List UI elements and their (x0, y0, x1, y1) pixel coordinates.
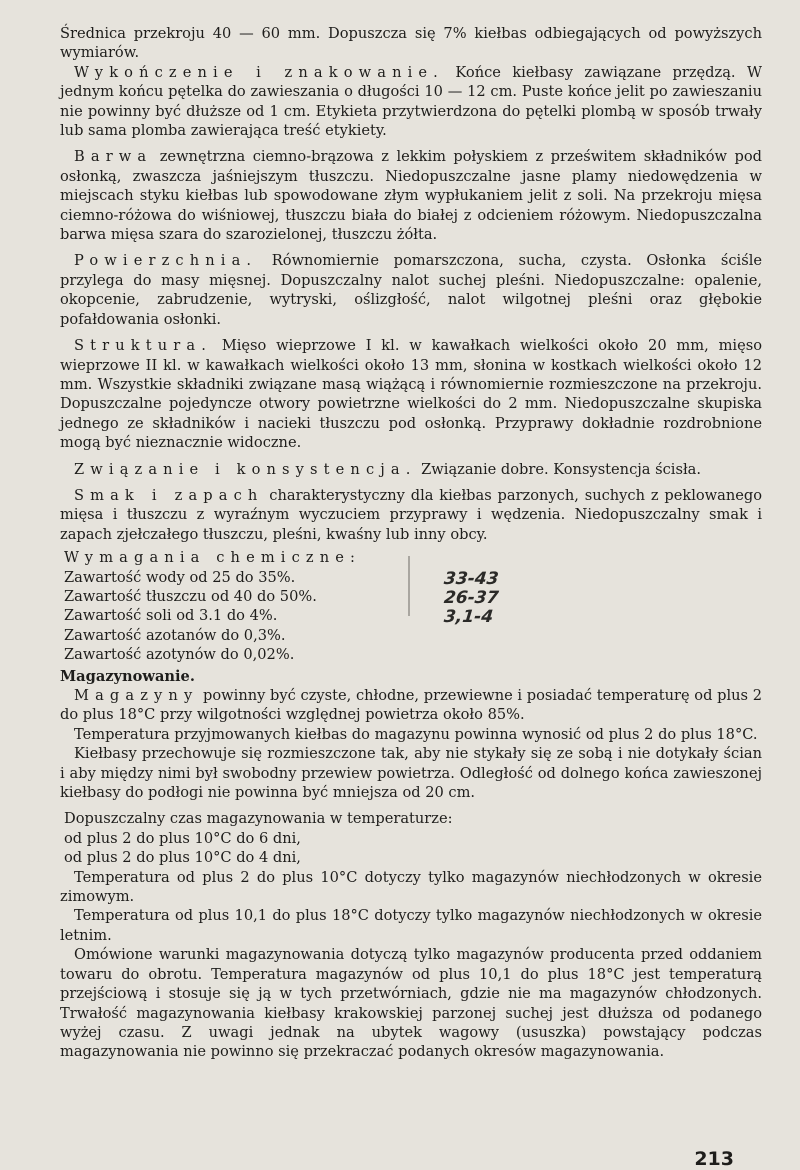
section-heading-surface: Powierzchnia. (74, 252, 258, 270)
paragraph-diameter: Średnica przekroju 40 — 60 mm. Dopuszcza się 7% kiełbas odbiegających od powyższych wymiarów. (60, 25, 762, 62)
section-heading-binding: Związanie i konsystencja. (74, 460, 417, 478)
paragraph-color: Barwa zewnętrzna ciemno-brązowa z lekkim połyskiem z prześwitem składników pod osłonką, zwaszcza jaśniejszym tłuszczu. Niedopuszczalne jasne plamy niedowędzenia w miejscach styku kiełbas lub spowodowane złym wypłukaniem jelit z soli. Na przekroju mięsa ciemno-różowa do wiśniowej, tłuszczu biała do białej z odcieniem różowym. Niedopuszczalna barwa mięsa szara do szarozielonej, tłuszczu żółta. (60, 148, 762, 244)
page-number: 213 (694, 1148, 734, 1170)
section-heading-warehouses: Magazyny (74, 687, 199, 704)
paragraph-winter-note: Temperatura od plus 2 do plus 10°C dotyczy tylko magazynów niechłodzonych w okresie zimowym. (60, 868, 762, 906)
section-title-storage: Magazynowanie. (60, 667, 195, 685)
handwritten-note-salt: 3,1-4 (443, 607, 495, 628)
paragraph-arrangement: Kiełbasy przechowuje się rozmieszczone tak, aby nie stykały się ze sobą i nie dotykały ścian i aby między nimi był swobodny przewiew powietrza. Odległość od dolnego końca zawieszonej kiełbasy do podłogi nie powinna być mniejsza od 20 cm. (60, 745, 762, 802)
chemical-item-nitrates: Zawartość azotanów do 0,3%. (64, 626, 286, 644)
chemical-item-water: Zawartość wody od 25 do 35%. (64, 568, 296, 586)
chemical-item-salt: Zawartość soli od 3.1 do 4%. (64, 607, 278, 625)
handwritten-note-water: 33-43 (443, 569, 500, 590)
storage-time-intro: Dopuszczalny czas magazynowania w temperaturze: (64, 810, 453, 828)
storage-time-item: od plus 2 do plus 10°C do 4 dni, (64, 849, 301, 867)
section-heading-finishing: Wykończenie i znakowanie. (74, 63, 444, 81)
pencil-mark (408, 556, 410, 616)
paragraph-intake-temperature: Temperatura przyjmowanych kiełbas do magazynu powinna wynosić od plus 2 do plus 18°C. (74, 725, 758, 743)
section-heading-color: Barwa (74, 148, 153, 166)
paragraph-finishing: Wykończenie i znakowanie. Końce kiełbasy zawiązane przędzą. W jednym końcu pętelka do zawieszania o długości 10 — 12 cm. Puste końce jelit po zawieszaniu nie powinny być dłuższe od 1 cm. Etykieta przytwierdzona do pętelki plombą w sposób trwały lub sama plomba zawierająca treść etykiety. (60, 63, 762, 140)
paragraph-summer-note: Temperatura od plus 10,1 do plus 18°C dotyczy tylko magazynów niechłodzonych w okresie letnim. (60, 907, 762, 944)
storage-schedule (60, 809, 762, 867)
section-heading-taste: Smak i zapach (74, 486, 264, 504)
paragraph-taste: Smak i zapach charakterystyczny dla kiełbas parzonych, suchych z peklowanego mięsa i tłuszczu z wyraźnym wyczuciem przyprawy i wędzenia. Niedopuszczalny smak i zapach zjełczałego tłuszczu, pleśni, kwaśny lub inny obcy. (60, 486, 762, 543)
chemical-requirements (60, 548, 762, 664)
storage-time-item: od plus 2 do plus 10°C do 6 dni, (64, 829, 301, 847)
section-heading-chemical: Wymagania chemiczne: (64, 549, 362, 567)
chemical-item-fat: Zawartość tłuszczu od 40 do 50%. (64, 587, 317, 605)
chemical-item-nitrites: Zawartość azotynów do 0,02%. (64, 646, 295, 664)
paragraph-binding: Związanie i konsystencja. Związanie dobre. Konsystencja ścisła. (74, 460, 702, 478)
section-heading-structure: Struktura. (74, 337, 212, 355)
paragraph-warehouses: Magazyny powinny być czyste, chłodne, przewiewne i posiadać temperaturę od plus 2 do plus 18°C przy wilgotności względnej powietrza około 85%. (60, 687, 762, 724)
paragraph-structure: Struktura. Mięso wieprzowe I kl. w kawałkach wielkości około 20 mm, mięso wieprzowe II kl. w kawałkach wielkości około 13 mm, słonina w kostkach wielkości około 12 mm. Wszystkie składniki związane masą wiążącą i równomiernie rozmieszczone na przekroju. Dopuszczalne pojedyncze otwory powietrzne wielkości do 2 mm. Niedopuszczalne skupiska jednego ze składników i nacieki tłuszczu pod osłonką. Przyprawy dokładnie rozdrobnione mogą być nieznacznie widoczne. (60, 337, 762, 452)
paragraph-surface: Powierzchnia. Równomiernie pomarszczona, sucha, czysta. Osłonka ściśle przylega do masy mięsnej. Dopuszczalny nalot suchej pleśni. Niedopuszczalne: opalenie, okopcenie, zabrudzenie, wytryski, oślizgłość, nalot wilgotnej pleśni oraz głębokie pofałdowania osłonki. (60, 252, 762, 328)
handwritten-note-fat: 26-37 (443, 588, 500, 609)
paragraph-producer-conditions: Omówione warunki magazynowania dotyczą tylko magazynów producenta przed oddaniem towaru do obrotu. Temperatura magazynów od plus 10,1 do plus 18°C jest temperaturą przejściową i stosuje się ją w tych przetwórniach, gdzie nie ma magazynów chłodzonych. Trwałość magazynowania kiełbasy krakowskiej parzonej suchej jest dłuższa od podanego wyżej czasu. Z uwagi jednak na ubytek wagowy (ususzka) powstający podczas magazynowania nie powinno się przekraczać podanych okresów magazynowania. (60, 946, 762, 1061)
